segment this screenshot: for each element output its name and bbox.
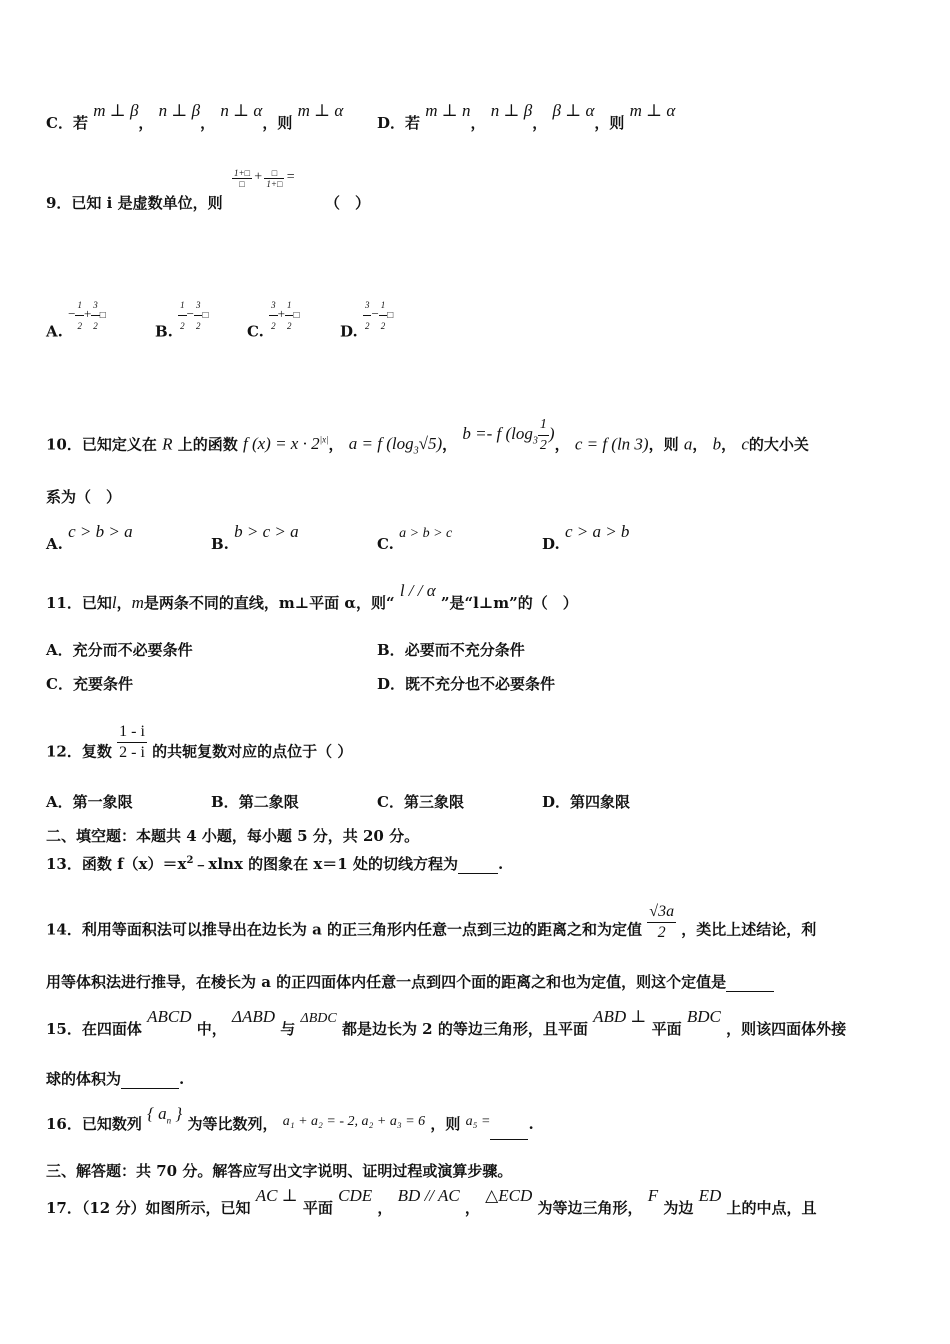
q9-expression xyxy=(232,168,295,189)
q8-c-then: ，则 xyxy=(262,114,293,132)
q17-e: 为等边三角形， xyxy=(537,1199,643,1217)
q11-option-d: D．既不充分也不必要条件 xyxy=(377,675,556,693)
q16-answer-blank[interactable] xyxy=(490,1123,528,1140)
q9-eq: = xyxy=(286,169,295,185)
q8-option-c xyxy=(46,101,344,133)
q10-option-b: B. b > c > a xyxy=(211,522,299,553)
q12-option-c: C．第三象限 xyxy=(377,793,464,811)
q13-a: 13．函数 f（x）＝x xyxy=(46,855,187,873)
q15-tABD: ΔABD xyxy=(231,1007,276,1026)
q9-option-b: B. $\frac{1}{2}$ − $\frac{3}{2}$ □ xyxy=(155,313,209,354)
q17-c: ， xyxy=(377,1199,393,1217)
q11-l: l xyxy=(111,593,117,612)
q8-c-cond3: n ⊥ α xyxy=(220,101,263,120)
q11-a: 11．已知 xyxy=(46,594,112,612)
q11-b: 是两条不同的直线，m⊥平面 α，则“ xyxy=(143,594,395,612)
q10-option-d: D. c > a > b xyxy=(542,522,630,553)
q9-frac-a: $\frac{1+□}{□}$ xyxy=(234,168,251,189)
q11-comma: ， xyxy=(116,594,132,612)
q12-stem xyxy=(46,723,353,773)
q15-e: 平面 xyxy=(651,1020,682,1038)
q16-c: ，则 xyxy=(430,1115,461,1133)
q10-t1: 上的函数 xyxy=(177,435,238,454)
q16-b: 为等比数列， xyxy=(187,1115,278,1133)
q15-end: . xyxy=(179,1070,185,1088)
q12-prefix: 12．复数 xyxy=(46,742,112,761)
q8-d-then: ，则 xyxy=(594,114,625,132)
q16-end: . xyxy=(528,1115,534,1133)
q10-vb: b xyxy=(712,434,722,454)
q15-line2: 球的体积为 xyxy=(46,1070,122,1088)
q10-option-a: A. c > b > a xyxy=(46,522,133,553)
q12-suffix: 的共轭复数对应的点位于（ ） xyxy=(152,742,353,761)
q8-c-cond2: n ⊥ β xyxy=(158,101,201,120)
q11-stem xyxy=(46,581,578,613)
q8-c-cond1: m ⊥ β xyxy=(93,101,139,120)
q10-c5: ， xyxy=(721,435,737,454)
q15-stem-line1 xyxy=(46,1007,847,1041)
q10-vc: c xyxy=(741,434,749,454)
q8-c-sep2: ， xyxy=(200,114,216,132)
q11-option-a: A．充分而不必要条件 xyxy=(46,641,193,659)
q16-seq: { $a_n$ } xyxy=(147,1104,183,1126)
q16-stem xyxy=(46,1104,534,1140)
q10-c4: ， xyxy=(692,435,708,454)
q11-cond: l / / α xyxy=(399,581,436,600)
q15-answer-blank[interactable] xyxy=(121,1072,179,1089)
q14-a: 14．利用等面积法可以推导出在边长为 a 的正三角形内任意一点到三边的距离之和为定值 xyxy=(46,920,643,939)
q13-answer-blank[interactable] xyxy=(458,857,498,874)
q11-m: m xyxy=(131,593,144,612)
q9-frac-b: $\frac{□}{1+□}$ xyxy=(266,168,283,189)
q8-c-sep1: ， xyxy=(138,114,154,132)
q8-d-cond1: m ⊥ n xyxy=(425,101,471,120)
q9-stem xyxy=(46,193,223,213)
q10-c-def: c = f (ln 3) xyxy=(574,434,649,454)
q8-d-label: D．若 xyxy=(377,114,421,132)
q11-option-c: C．充要条件 xyxy=(46,675,133,693)
q15-d: 都是边长为 2 的等边三角形，且平面 xyxy=(341,1020,588,1038)
q15-c: 与 xyxy=(280,1020,296,1038)
q17-BD: BD // AC xyxy=(397,1186,460,1205)
q12-option-d: D．第四象限 xyxy=(542,793,631,811)
q10-c3: ， xyxy=(554,435,570,454)
q10-c1: ， xyxy=(328,435,344,454)
q17-ECD: △ECD xyxy=(485,1186,533,1205)
q16-a5: a₅ = xyxy=(465,1114,491,1129)
q10-prefix: 10．已知定义在 xyxy=(46,435,157,454)
q9-paren: （ ） xyxy=(325,194,371,212)
q10-t2: ，则 xyxy=(648,435,679,454)
q8-option-d xyxy=(377,101,676,133)
q10-b-def: b =- f ($\log_3$ $\frac{1}{2}$ ) xyxy=(462,417,555,453)
q15-a: 15．在四面体 xyxy=(46,1020,142,1038)
q9-option-a: A. − $\frac{1}{2}$ + $\frac{3}{2}$ □ xyxy=(46,313,106,354)
q9-option-c: C. $\frac{3}{2}$ + $\frac{1}{2}$ □ xyxy=(247,313,300,354)
q10-t3: 的大小关 xyxy=(748,435,809,454)
q17-AC: AC ⊥ xyxy=(255,1186,298,1205)
q11-c: ”是“l⊥m”的（ ） xyxy=(440,594,578,612)
section-fill-in-heading: 二、填空题：本题共 4 小题，每小题 5 分，共 20 分。 xyxy=(46,827,420,845)
q17-d: ， xyxy=(464,1199,480,1217)
q15-stem-line2 xyxy=(46,1069,184,1089)
q8-d-concl: m ⊥ α xyxy=(629,101,676,120)
q9-option-d: D. $\frac{3}{2}$ − $\frac{1}{2}$ □ xyxy=(340,313,393,354)
q15-ABCD: ABCD xyxy=(147,1007,192,1026)
q12-option-a: A．第一象限 xyxy=(46,793,133,811)
q17-b: 平面 xyxy=(302,1199,333,1217)
q15-pABD: ABD ⊥ xyxy=(593,1007,647,1026)
q14-b: ，类比上述结论，利 xyxy=(681,920,817,939)
q11-option-b: B．必要而不充分条件 xyxy=(377,641,525,659)
q10-option-c: C. a > b > c xyxy=(377,526,453,553)
q10-stem-line2: 系为（ ） xyxy=(46,488,122,506)
q17-CDE: CDE xyxy=(338,1186,373,1205)
q14-fraction: $\frac{√3a}{2}$ xyxy=(649,903,675,941)
q14-stem-line1 xyxy=(46,903,817,951)
q15-b: 中， xyxy=(196,1020,227,1038)
q17-a: 17．（12 分）如图所示，已知 xyxy=(46,1199,251,1217)
q14-answer-blank[interactable] xyxy=(726,975,774,992)
q17-F: F xyxy=(647,1186,659,1205)
q15-tBDC: ΔBDC xyxy=(300,1011,337,1026)
q9-plus: + xyxy=(254,169,263,185)
q8-d-cond2: n ⊥ β xyxy=(490,101,533,120)
q13-b: ﹣xlnx 的图象在 x＝1 处的切线方程为 xyxy=(193,855,458,873)
q15-pBDC: BDC xyxy=(686,1007,721,1026)
q8-d-cond3: β ⊥ α xyxy=(552,101,595,120)
q17-g: 上的中点，且 xyxy=(726,1199,817,1217)
q10-a-def: a = f $(\log_3√5)$ xyxy=(348,434,443,457)
q10-R: R xyxy=(162,434,173,454)
q13-end: . xyxy=(497,855,504,873)
q13-stem xyxy=(46,851,503,874)
q12-option-b: B．第二象限 xyxy=(211,793,299,811)
q14-stem-line2 xyxy=(46,972,774,992)
q14-line2: 用等体积法进行推导，在棱长为 a 的正四面体内任意一点到四个面的距离之和也为定值，则这个定值是 xyxy=(46,973,727,991)
q15-f: ，则该四面体外接 xyxy=(726,1020,847,1038)
q10-c2: ， xyxy=(442,435,458,454)
q17-stem xyxy=(46,1186,817,1218)
q12-fraction: $\frac{1 - i}{2 - i}$ xyxy=(119,723,145,761)
q8-c-concl: m ⊥ α xyxy=(297,101,344,120)
q8-d-sep2: ， xyxy=(532,114,548,132)
q10-stem xyxy=(46,417,809,466)
q10-fx: f $(x) = x \cdot 2^{|x|}$ xyxy=(242,434,329,454)
q10-va: a xyxy=(683,434,693,454)
section-solution-heading: 三、解答题：共 70 分。解答应写出文字说明、证明过程或演算步骤。 xyxy=(46,1162,513,1180)
q16-cond: a₁ + a₂ = - 2, a₂ + a₃ = 6 xyxy=(282,1114,426,1129)
q8-c-label: C．若 xyxy=(46,114,88,132)
q17-f: 为边 xyxy=(663,1199,694,1217)
q13-sup: 2 xyxy=(186,855,194,866)
q8-d-sep1: ， xyxy=(470,114,486,132)
q16-a: 16．已知数列 xyxy=(46,1115,142,1133)
q9-prefix: 9．已知 i 是虚数单位，则 xyxy=(46,194,223,212)
q17-ED: ED xyxy=(698,1186,722,1205)
